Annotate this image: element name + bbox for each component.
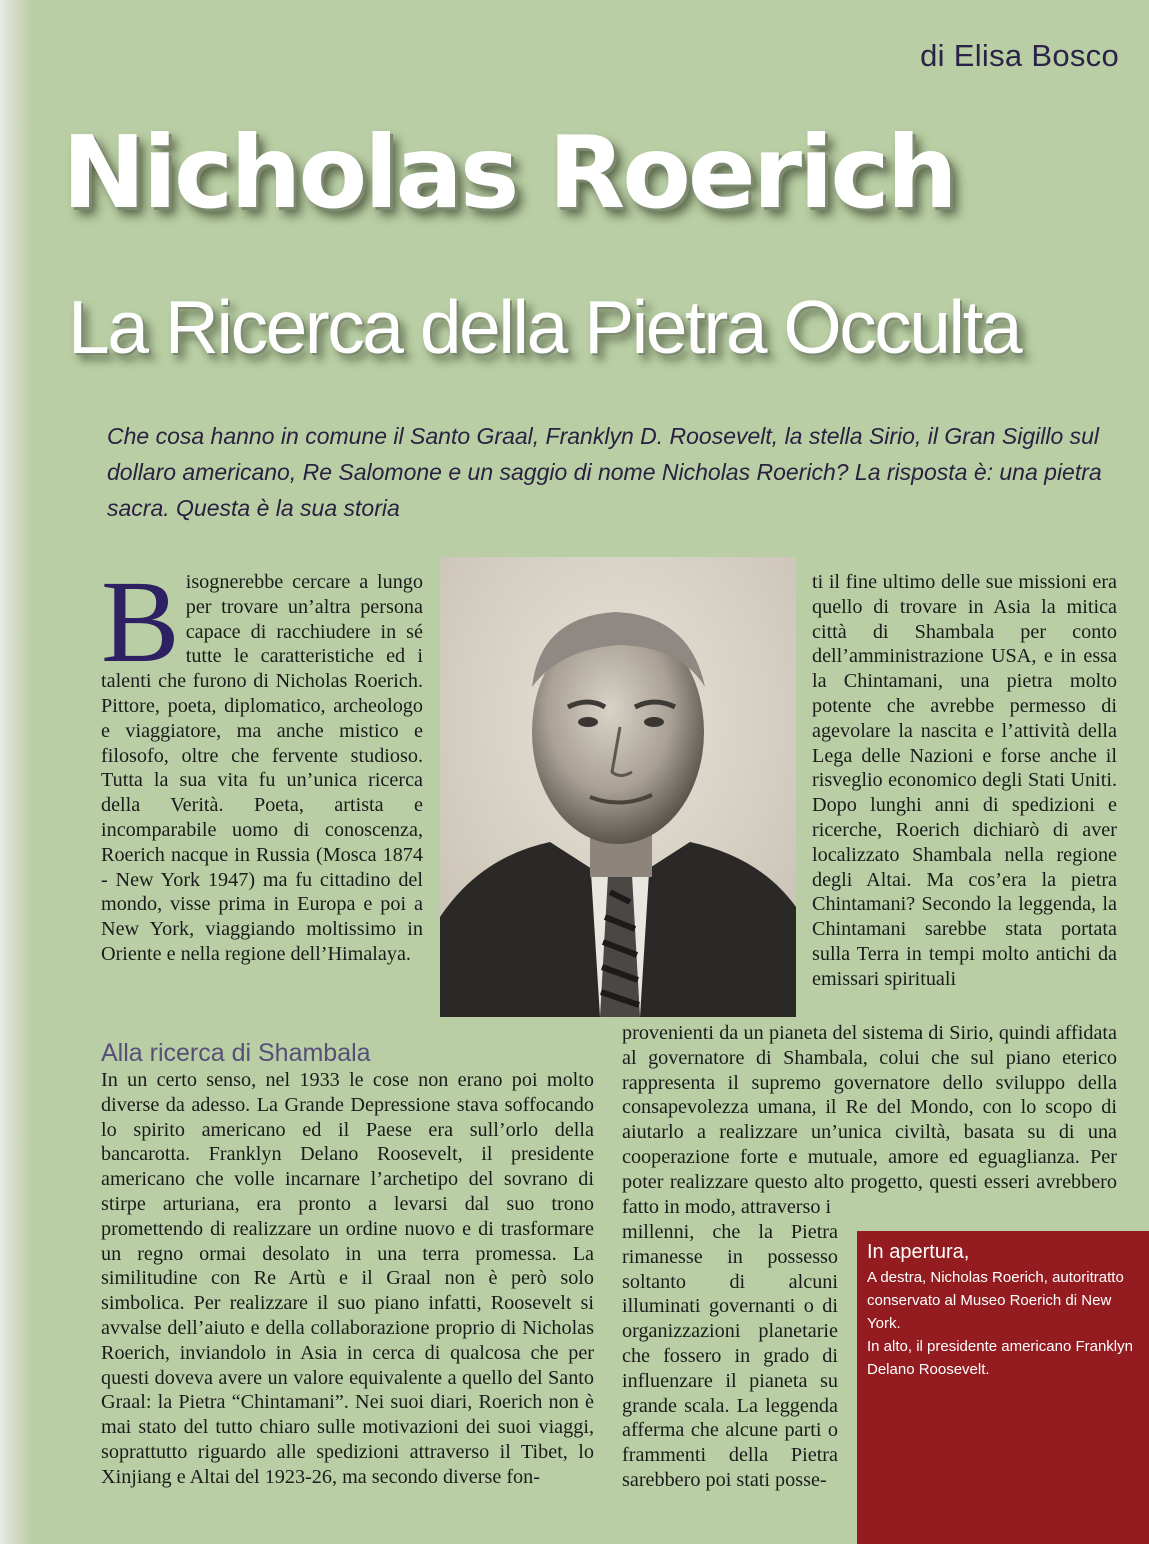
column-three-top [812, 570, 1117, 992]
drop-cap: B [101, 556, 180, 687]
col3-wide-text: provenienti da un pianeta del sistema di Sirio, quindi affidata al governatore di Shambala, colui che sul piano eterico rappresenta il supremo governatore dello sviluppo della consapevolezza umana, il Re del Mondo, con lo scopo di aiutarlo a realizzare un’unica civiltà, basata su di una cooperazione forte e mutuale, amore ed eguaglianza. Per poter realizzare questo alto progetto, questi esseri avrebbero fatto in modo, attraverso i [622, 1022, 1117, 1218]
article-author: di Elisa Bosco [920, 38, 1119, 73]
intro-text: isognerebbe cercare a lungo per trovare un’altra persona capace di racchiudere in sé tutte le caratteristiche ed i talenti che furono di Nicholas Roerich. Pittore, poeta, diplomatico, archeologo e viaggiatore, ma anche mistico e filosofo, oltre che fervente studioso. Tutta la sua vita fu un’unica ricerca della Verità. Poeta, artista e incomparabile uomo di conoscenza, Roerich nacque in Russia (Mosca 1874 - New York 1947) ma fu cittadino del mondo, visse prima in Europa e poi a New York, viaggiando moltissimo in Oriente e nella regione dell’Himalaya. [101, 571, 423, 965]
article-subtitle: La Ricerca della Pietra Occulta [68, 285, 1021, 369]
intro-column [101, 556, 423, 967]
article-title: Nicholas Roerich [62, 114, 955, 231]
caption-text-2: In alto, il presidente americano Franklyn Delano Roosevelt. [867, 1338, 1133, 1378]
col3-narrow-text: millenni, che la Pietra rimanesse in possesso soltanto di alcuni illuminati governanti o di organizzazioni planetarie che fossero in grado di influenzare il pianeta su grande scala. La leggenda afferma che alcune parti o frammenti della Pietra sarebbero poi stati posse- [622, 1221, 838, 1491]
page-spine-shadow [0, 0, 34, 1544]
column-three-wide [622, 1021, 1117, 1219]
caption-title: In apertura, [867, 1241, 970, 1263]
section-column [101, 1068, 594, 1490]
photo-caption-box [857, 1231, 1149, 1544]
portrait-illustration [440, 557, 796, 1017]
col3-top-text: ti il fine ultimo delle sue missioni era quello di trovare in Asia la mitica città di Shambala per conto dell’amministrazione USA, e in essa la Chintamani, una pietra molto potente che avrebbe permesso di agevolare la nascita e l’attività della Lega delle Nazioni e forse anche il risveglio economico degli Stati Uniti. Dopo lunghi anni di spedizioni e ricerche, Roerich dichiarò di aver localizzato Shambala nella regione degli Altai. Ma cos’era la pietra Chintamani? Secondo la leggenda, la Chintamani sarebbe stata portata sulla Terra in tempi molto antichi da emissari spirituali [812, 571, 1117, 990]
intro-paragraph [101, 556, 423, 967]
roosevelt-portrait-photo [440, 557, 796, 1017]
caption-text-1: A destra, Nicholas Roerich, autoritratto conservato al Museo Roerich di New York. [867, 1269, 1124, 1332]
section-heading: Alla ricerca di Shambala [101, 1039, 371, 1067]
article-lead: Che cosa hanno in comune il Santo Graal, Franklyn D. Roosevelt, la stella Sirio, il Gran Sigillo sul dollaro americano, Re Salomone e un saggio di nome Nicholas Roerich? La risposta è: una pietra sacra. Questa è la sua storia [107, 423, 1102, 521]
section-text: In un certo senso, nel 1933 le cose non erano poi molto diverse da adesso. La Grande Depressione stava soffocando lo spirito americano ed il Paese era sull’orlo della bancarotta. Franklyn Delano Roosevelt, il presidente americano che volle incarnare l’archetipo del sovrano di stirpe arturiana, era pronto a levarsi dal suo trono promettendo di realizzare un ordine nuovo e di trasformare un regno ormai desolato in una terra promessa. La similitudine con Re Artù e il Graal non è però solo simbolica. Per realizzare il suo piano infatti, Roosevelt si avvalse dell’aiuto e della collaborazione proprio di Nicholas Roerich, inviandolo in Asia in cerca di qualcosa che per questi doveva avere un valore equivalente a quello del Santo Graal: la Pietra “Chintamani”. Nei suoi diari, Roerich non è mai stato del tutto chiaro sulle motivazioni dei suoi viaggi, soprattutto riguardo alle spedizioni attraverso il Tibet, lo Xinjiang e Altai del 1923-26, ma secondo diverse fon- [101, 1069, 594, 1488]
column-three-narrow [622, 1220, 838, 1493]
